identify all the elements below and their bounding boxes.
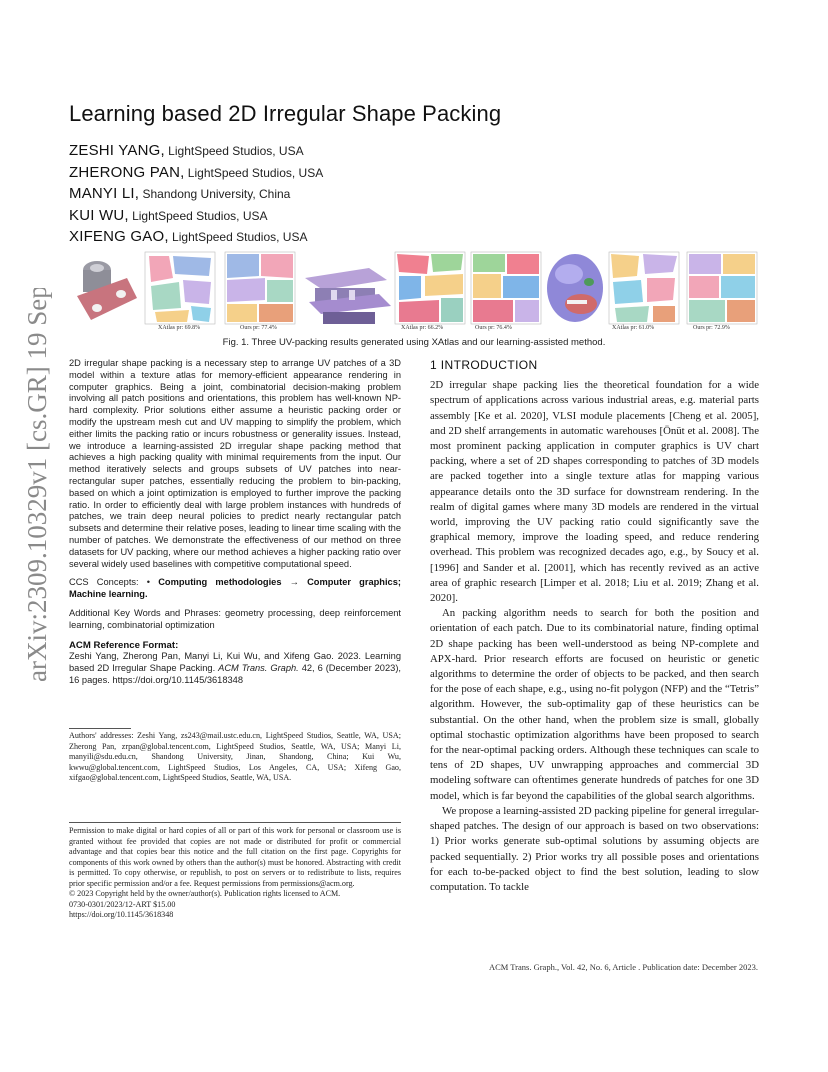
teaser-graphic (69, 248, 759, 332)
ccs-concept-terms: Computing methodologies → Computer graphics; Machine learning. (69, 577, 401, 600)
author-name: MANYI LI, (69, 185, 140, 203)
doi-line: https://doi.org/10.1145/3618348 (69, 910, 174, 919)
author-affiliation: LightSpeed Studios, USA (184, 165, 324, 180)
section-heading: 1 INTRODUCTION (430, 358, 538, 372)
uv-atlas-xatlas-2 (395, 252, 465, 324)
panel-label: XAtlas pr: 66.2% (401, 325, 444, 331)
author-name: ZESHI YANG, (69, 142, 165, 159)
ccs-prefix: CCS Concepts: • (69, 577, 159, 588)
panel-label: XAtlas pr: 69.8% (158, 325, 201, 331)
author-line (69, 162, 323, 184)
acm-reference-journal: ACM Trans. Graph. (218, 663, 299, 674)
author-name: KUI WU, (69, 206, 129, 224)
acm-reference-text: Zeshi Yang, Zherong Pan, Manyi Li, Kui Wu, and Xifeng Gao. 2023. Learning based 2D Irregular Shape Packing. (69, 651, 401, 674)
model-mechanical-part (77, 261, 137, 320)
uv-atlas-ours-2 (471, 252, 541, 324)
ccs-concepts (69, 577, 401, 601)
author-name: ZHERONG PAN, (69, 163, 185, 181)
uv-atlas-ours-3 (687, 252, 757, 324)
uv-atlas-xatlas-3 (609, 252, 679, 324)
running-footer: ACM Trans. Graph., Vol. 42, No. 6, Article . Publication date: December 2023. (488, 962, 758, 972)
permission-notice: Permission to make digital or hard copies of all or part of this work for personal or classroom use is granted without fee provided that copies are not made or distributed for profit or commercial advantage and that copies bear this notice and the full citation on the first page. Copyrights for components of this work owned by others than the author(s) must be honored. Abstracting with credit is permitted. To copy otherwise, or republish, to post on servers or to redistribute to lists, requires prior specific permission and/or a fee. Request permissions from permissions@acm.org. (69, 826, 401, 888)
permission-rule (69, 822, 401, 823)
keywords: Additional Key Words and Phrases: geometry processing, deep reinforcement learning, combinatorial optimization (69, 607, 401, 630)
teaser-figure (69, 248, 759, 332)
acm-reference-heading: ACM Reference Format: (69, 639, 179, 651)
right-column (430, 358, 759, 895)
figure-caption: Fig. 1. Three UV-packing results generated using XAtlas and our learning-assisted method. (222, 337, 606, 348)
permission-block (69, 826, 401, 921)
uv-atlas-xatlas-1 (145, 252, 215, 324)
acm-reference (69, 651, 401, 686)
panel-label: Ours pr: 72.9% (693, 325, 730, 331)
author-line (69, 140, 323, 162)
author-affiliation: LightSpeed Studios, USA (168, 230, 308, 245)
author-line (69, 183, 323, 205)
left-column (69, 358, 401, 687)
intro-paragraph: We propose a learning-assisted 2D packing pipeline for general irregular-shaped patches. The design of our approach is based on two observations: 1) Prior works generate sub-optimal solutions by assuming objects are packed sequentially. 2) Prior works try all possible poses and orientations for each to-be-packed object to find the best solution, leading to slow computation. To tackle (430, 804, 759, 893)
intro-paragraph: 2D irregular shape packing lies the theoretical foundation for a wide spectrum of applications across various industrial areas, e.g. material parts assembly [Ke et al. 2020], VLSI module placements [Cheng et al. 2005], and 2D shelf arrangements in automatic warehouses [Önüt et al. 2008]. The most prominent packing application in computer graphics is UV chart packing, where a set of 2D shapes corresponding to patches of 3D models are packed together into a single texture atlas for mapping various appearance details onto the 3D surface for downstream rendering. In the realm of digital games where many 3D models are rendered in the virtual world, improving the UV packing ratio could significantly save the graphical memory, improve the loading speed, and reduce rendering overhead. This problem was recognized decades ago, e.g., by Soucy et al. [1996] and Sander et al. [2001], which has recently revived as an active area of graphic research [Limper et al. 2018; Liu et al. 2019; Zhang et al. 2020]. (430, 379, 759, 605)
author-affiliation: Shandong University, China (139, 187, 291, 202)
paper-title: Learning based 2D Irregular Shape Packing (69, 101, 502, 126)
author-line (69, 226, 323, 248)
acm-reference-tail: 42, 6 (December 2023), 16 pages. https://doi.org/10.1145/3618348 (69, 663, 401, 685)
authors-addresses: Authors' addresses: Zeshi Yang, zs243@mail.ustc.edu.cn, LightSpeed Studios, Seattle, WA, USA; Zherong Pan, zrpan@global.tencent.com, LightSpeed Studios, Seattle, WA, USA; Manyi Li, manyili@sdu.edu.cn, Shandong University, Jinan, Shandong, China; Kui Wu, kwwu@global.tencent.com, LightSpeed Studios, Los Angeles, CA, USA; Xifeng Gao, xifgao@global.tencent.com, LightSpeed Studios, Seattle, WA, USA. (69, 731, 401, 782)
abstract: 2D irregular shape packing is a necessary step to arrange UV patches of a 3D model within a texture atlas for memory-efficient appearance rendering in computer graphics. Being a joint, combinatorial decision-making problem involving all patch positions and orientations, this problem has well-known NP-hard complexity. Prior solutions either assume a heuristic packing order or modify the upstream mesh cut and UV mapping to simplify the problem, which either limits the packing ratio or incurs robustness or generality issues. Instead, we introduce a learning-assisted 2D irregular shape packing method that achieves a high packing quality with minimal requirements from the input. Our method iteratively selects and groups subsets of UV patches into near-rectangular super patches, essentially reducing the problem to bin-packing, based on which a joint optimization is employed to further improve the packing ratio. In order to efficiently deal with large problem instances with hundreds of patches, we train deep neural policies to predict nearly rectangular patch subsets and determine their relative poses, leading to linear time scaling with the number of patches. We demonstrate the effectiveness of our method on three datasets for UV packing, where our method achieves a higher packing ratio over several widely used baselines with competitive computational speed. (69, 358, 401, 569)
intro-paragraph: An packing algorithm needs to search for both the position and orientation of each patch. Due to its combinatorial nature, finding optimal 2D shape packing has been well-understood as being NP-complete and APX-hard. Prior research efforts are focused on heuristic or genetic algorithms to determine the order of objects to be packed, and then search for the pose of each shape, e.g., using no-fit polygon (NFP) and the “Tetris” algorithm. However, the sub-optimality gap of these heuristics can be substantial. On the other hand, when the problem size is small, globally optimal stochastic optimization algorithms have been proposed to search for the near-optimal packing orders. Although these techniques can scale to tens of 2D shapes, UV unwrapping approaches and commercial 3D modeling software can oftentimes generate hundreds of patches for one 3D model, which is far beyond the capabilities of the global search algorithms. (430, 607, 759, 802)
panel-label: Ours pr: 76.4% (475, 325, 512, 331)
footnote-rule (69, 728, 131, 729)
author-list (69, 140, 323, 248)
author-name: XIFENG GAO, (69, 228, 169, 246)
model-dragon-head (547, 254, 603, 322)
panel-label: Ours pr: 77.4% (240, 325, 277, 331)
uv-atlas-ours-1 (225, 252, 295, 324)
arxiv-stamp-text: arXiv:2309.10329v1 [cs.GR] 19 Sep 2023 (22, 288, 52, 682)
arxiv-stamp (12, 288, 56, 688)
panel-label: XAtlas pr: 61.0% (612, 325, 655, 331)
author-affiliation: LightSpeed Studios, USA (128, 208, 268, 223)
issn-line: 0730-0301/2023/12-ART $15.00 (69, 899, 176, 909)
author-affiliation: LightSpeed Studios, USA (164, 144, 304, 158)
author-line (69, 205, 323, 227)
model-pagoda (305, 268, 391, 324)
copyright-line: © 2023 Copyright held by the owner/author(s). Publication rights licensed to ACM. (69, 889, 341, 898)
